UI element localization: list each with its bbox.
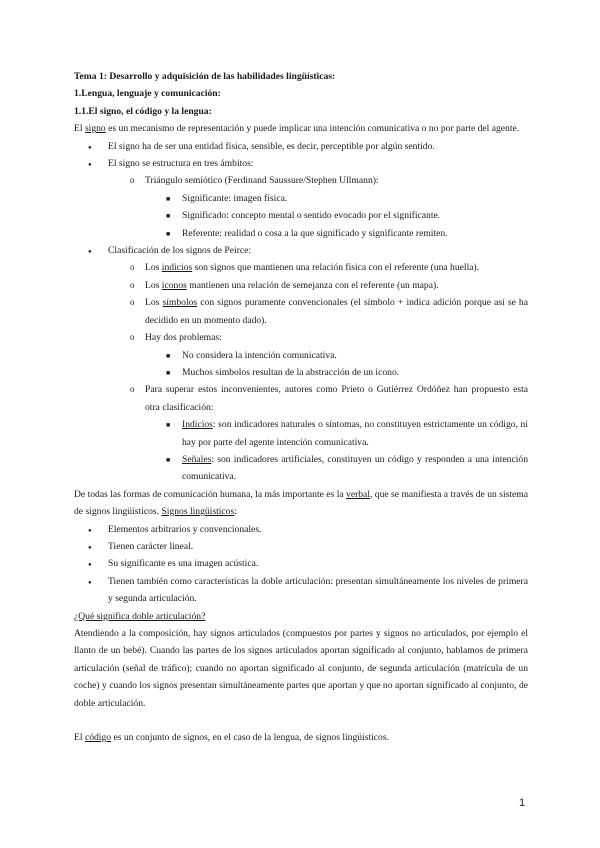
square-bullet-icon bbox=[166, 347, 170, 365]
list-item: o Para superar estos inconvenientes, autores como Prieto o Gutiérrez Ordóñez han propuesto esta otra clasificación: bbox=[74, 381, 528, 416]
list-item: ● Tienen también como características la doble articulación: presentan simultáneamente los niveles de primera y segunda articulación. bbox=[74, 573, 528, 608]
circle-bullet-icon bbox=[130, 172, 135, 189]
question-heading: ¿Qué significa doble articulación? bbox=[74, 610, 206, 622]
circle-bullet-icon bbox=[130, 294, 135, 311]
list-item: ■ Referente: realidad o cosa a la que significado y significante remiten. bbox=[74, 225, 528, 242]
square-bullet-icon bbox=[166, 451, 170, 469]
square-bullet-icon bbox=[166, 364, 170, 382]
bullet-icon bbox=[88, 573, 92, 592]
square-bullet-icon bbox=[166, 225, 170, 243]
circle-bullet-icon bbox=[130, 277, 135, 294]
list-item: o Triángulo semiótico (Ferdinand Saussure/Stephen Ullmann): bbox=[74, 172, 528, 189]
list-item: o Los símbolos con signos puramente convencionales (el símbolo + indica adición porque así se ha decidido en un momento dado). bbox=[74, 294, 528, 329]
linguistic-signs-list bbox=[74, 521, 528, 608]
list-item: ■ Significante: imagen física. bbox=[74, 190, 528, 207]
sign-properties-list bbox=[74, 138, 528, 486]
subsection-heading: 1.1.El signo, el código y la lengua: bbox=[74, 105, 212, 117]
list-item: ● Tienen carácter lineal. bbox=[74, 538, 528, 555]
articulation-paragraph: Atendiendo a la composición, hay signos articulados (compuestos por partes y signos no articulados, por ejemplo el llanto de un bebé). Cuando las partes de los signos articulados aportan significado al conjunto, hablamos de primera articulación (señal de tráfico); cuando no aportan significado al conjunto, de segunda articulación (matrícula de un coche) y cuando los signos presentan simultáneamente partes que aportan y que no aportan significado al conjunto, de doble articulación. bbox=[74, 628, 528, 709]
circle-bullet-icon bbox=[130, 329, 135, 346]
list-item: ● El signo ha de ser una entidad física, sensible, es decir, perceptible por algún sentido. bbox=[74, 138, 528, 155]
intro-paragraph: El signo es un mecanismo de representación y puede implicar una intención comunicativa o no por parte del agente. bbox=[74, 123, 520, 135]
square-bullet-icon bbox=[166, 190, 170, 208]
topic-title: Tema 1: Desarrollo y adquisición de las habilidades lingüísticas: bbox=[74, 71, 336, 82]
list-item: ● Su significante es una imagen acústica. bbox=[74, 555, 528, 572]
list-item: ■ Señales: son indicadores artificiales, constituyen un código y responden a una intención comunicativa. bbox=[74, 451, 528, 486]
document-body bbox=[74, 68, 528, 746]
section-heading: 1.Lengua, lenguaje y comunicación: bbox=[74, 88, 221, 100]
underlined-term: signo bbox=[84, 123, 106, 135]
page-number: 1 bbox=[519, 797, 526, 809]
blank-line bbox=[74, 712, 528, 729]
circle-bullet-icon bbox=[130, 259, 135, 276]
verbal-paragraph: De todas las formas de comunicación humana, la más importante es la verbal, que se manifiesta a través de un sistema de signos lingüísticos. Signos lingüísticos: bbox=[74, 488, 528, 518]
list-item: ● Elementos arbitrarios y convencionales. bbox=[74, 521, 528, 538]
list-item: ● El signo se estructura en tres ámbitos: bbox=[74, 155, 528, 172]
list-item: o Los indicios son signos que mantienen una relación física con el referente (una huella). bbox=[74, 259, 528, 276]
list-item: ■ Significado: concepto mental o sentido evocado por el significante. bbox=[74, 207, 528, 224]
square-bullet-icon bbox=[166, 416, 170, 434]
list-item: ● Clasificación de los signos de Peirce: bbox=[74, 242, 528, 259]
list-item: ■ Indicios: son indicadores naturales o síntomas, no constituyen estrictamente un código, ni hay por parte del agente intención comunicativa. bbox=[74, 416, 528, 451]
list-item: o Los iconos mantienen una relación de semejanza con el referente (un mapa). bbox=[74, 277, 528, 294]
list-item: ■ No considera la intención comunicativa. bbox=[74, 347, 528, 364]
code-paragraph: El código es un conjunto de signos, en el caso de la lengua, de signos lingüísticos. bbox=[74, 732, 389, 744]
square-bullet-icon bbox=[166, 207, 170, 225]
list-item: o Hay dos problemas: bbox=[74, 329, 528, 346]
circle-bullet-icon bbox=[130, 381, 135, 398]
list-item: ■ Muchos símbolos resultan de la abstracción de un icono. bbox=[74, 364, 528, 381]
